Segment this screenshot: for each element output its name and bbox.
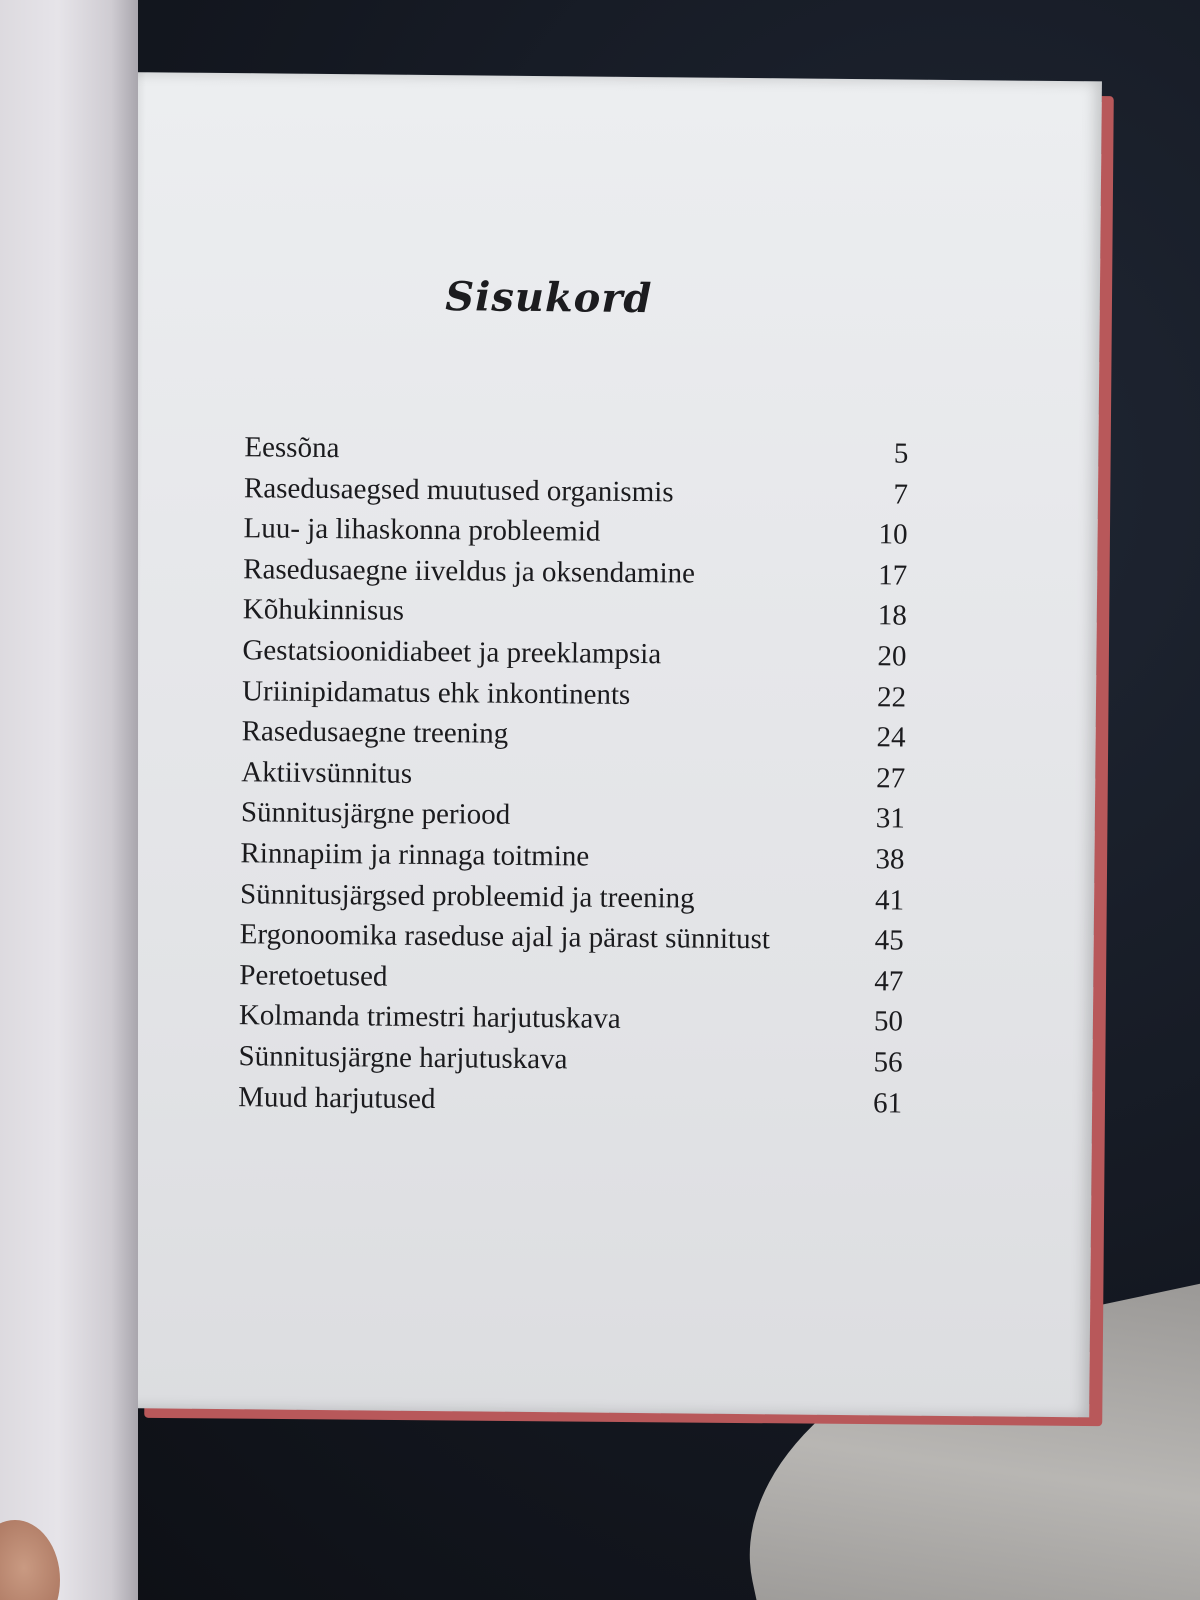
toc-entry-title: Sünnitusjärgne periood [240,796,511,832]
toc-page-number: 18 [877,599,907,632]
toc-entry [241,752,905,799]
toc-page-number: 17 [878,559,908,592]
toc-entry [243,549,907,596]
toc-page-number: 56 [873,1046,903,1079]
toc-page-number: 47 [874,965,904,998]
toc-entry [239,995,903,1042]
toc-page-number: 20 [877,640,907,673]
toc-entry-title: Kõhukinnisus [242,593,405,628]
toc-entry-title: Luu- ja lihaskonna probleemid [243,512,601,548]
toc-entry-title: Rasedusaegne treening [241,715,509,750]
toc-entry-title: Uriinipidamatus ehk inkontinents [241,674,631,711]
toc-entry [243,508,907,555]
toc-entry [239,955,903,1002]
toc-entry [238,1036,902,1083]
toc-entry-title: Sünnitusjärgne harjutuskava [238,1040,568,1076]
toc-entry [240,874,904,921]
toc-entry [244,427,908,474]
toc-entry-title: Aktiivsünnitus [241,755,413,790]
toc-entry-title: Peretoetused [239,958,388,993]
toc-entry-title: Rinnapiim ja rinnaga toitmine [240,837,590,873]
toc-entry [240,833,904,880]
toc-entry [241,793,905,840]
toc-page-number: 50 [873,1005,904,1038]
toc-entry-title: Gestatsioonidiabeet ja preeklampsia [242,634,662,671]
toc-entry-title: Muud harjutused [238,1080,436,1115]
toc-entry [240,914,904,961]
toc-page-number: 41 [874,883,905,917]
toc-page-number: 22 [876,680,907,714]
toc-entry-title: Rasedusaegne iiveldus ja oksendamine [243,552,696,590]
toc-entry-title: Ergonoomika raseduse ajal ja pärast sünnitust [239,918,771,956]
toc-entry-title: Sünnitusjärgsed probleemid ja treening [239,877,695,915]
table-of-contents [238,427,909,1123]
toc-entry [243,590,907,637]
toc-entry [238,1077,902,1124]
book-page [107,72,1102,1417]
toc-title: Sisukord [445,273,653,323]
toc-page-number: 7 [893,478,909,511]
toc-entry-title: Kolmanda trimestri harjutuskava [238,999,621,1036]
toc-page-number: 38 [875,843,905,876]
toc-entry [242,671,906,718]
toc-page-number: 10 [878,518,908,551]
toc-page-number: 31 [875,802,906,835]
toc-entry [242,630,906,677]
toc-page-number: 24 [876,721,906,754]
toc-entry [244,468,908,515]
facing-page-edge [0,0,138,1600]
toc-page-number: 45 [874,924,904,957]
toc-page-number: 61 [872,1086,903,1120]
toc-entry-title: Rasedusaegsed muutused organismis [243,471,674,508]
toc-page-number: 27 [876,762,906,795]
toc-entry [241,711,905,758]
toc-entry-title: Eessõna [244,431,340,465]
toc-page-number: 5 [893,437,909,470]
